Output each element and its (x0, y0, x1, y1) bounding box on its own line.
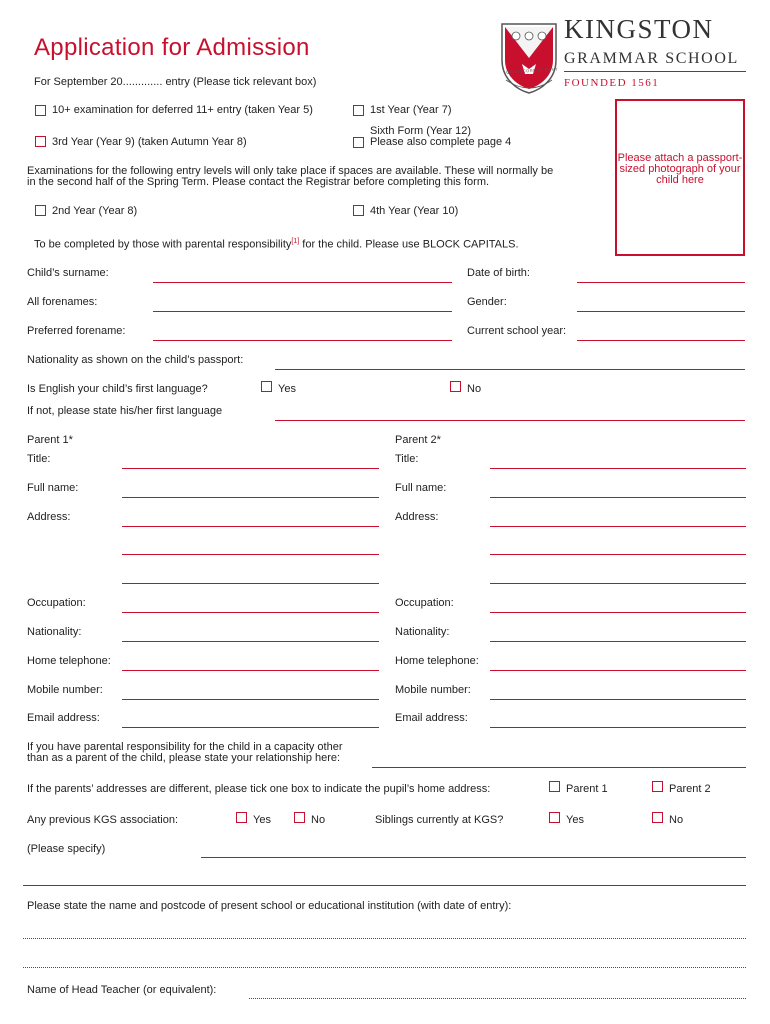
parent2-email-field[interactable] (490, 727, 746, 728)
option-year9-label: 3rd Year (Year 9) (taken Autumn Year 8) (52, 136, 247, 148)
option-year7-label: 1st Year (Year 7) (370, 104, 452, 116)
kgs-yes-label: Yes (253, 814, 271, 826)
parent1-email-field[interactable] (122, 727, 379, 728)
english-yes-checkbox[interactable] (261, 381, 272, 392)
parent1-title-label: Title: (27, 453, 51, 465)
parent1-occupation-label: Occupation: (27, 597, 86, 609)
home-parent2-label: Parent 2 (669, 783, 711, 795)
footnote-ref[interactable]: [1] (291, 238, 300, 245)
parental-note-text: To be completed by those with parental responsibility (34, 238, 292, 251)
kgs-yes-checkbox[interactable] (236, 812, 247, 823)
specify-field-2[interactable] (23, 885, 746, 886)
exam-note-line2: in the second half of the Spring Term. Please contact the Registrar before completing this form. (27, 176, 490, 188)
checkbox-sixth-form[interactable] (353, 137, 364, 148)
parent1-fullname-field[interactable] (122, 497, 379, 498)
parent1-nationality-field[interactable] (122, 641, 379, 642)
parent1-address-field-2[interactable] (122, 554, 379, 555)
gender-label: Gender: (467, 296, 507, 308)
parent1-hometel-field[interactable] (122, 670, 379, 671)
siblings-no-checkbox[interactable] (652, 812, 663, 823)
checkbox-year7[interactable] (353, 105, 364, 116)
parent2-hometel-label: Home telephone: (395, 655, 479, 667)
home-parent1-checkbox[interactable] (549, 781, 560, 792)
header-divider (564, 71, 746, 72)
parent2-title-field[interactable] (490, 468, 746, 469)
parent1-address-field-3[interactable] (122, 583, 379, 584)
parent1-nationality-label: Nationality: (27, 626, 82, 638)
present-school-label: Please state the name and postcode of present school or educational institution (with date of entry): (27, 900, 512, 912)
child-surname-label: Child’s surname: (27, 267, 109, 279)
siblings-label: Siblings currently at KGS? (375, 814, 504, 826)
parent1-mobile-label: Mobile number: (27, 684, 103, 696)
option-year10-label: 4th Year (Year 10) (370, 205, 459, 217)
capacity-field[interactable] (372, 767, 746, 768)
parental-note-text-2: for the child. Please use BLOCK CAPITALS. (299, 238, 519, 251)
parent2-address-label: Address: (395, 511, 439, 523)
option-sixth-form-note: Please also complete page 4 (370, 136, 512, 148)
head-teacher-label: Name of Head Teacher (or equivalent): (27, 984, 217, 996)
parent2-heading: Parent 2* (395, 434, 441, 446)
please-specify-label: (Please specify) (27, 843, 106, 855)
capacity-label-line1: If you have parental responsibility for the child in a capacity other (27, 741, 343, 753)
head-teacher-field[interactable] (249, 998, 746, 999)
english-no-label: No (467, 383, 482, 395)
english-question-label: Is English your child’s first language? (27, 383, 208, 395)
forenames-label: All forenames: (27, 296, 98, 308)
first-language-field[interactable] (275, 420, 745, 421)
crest-motto: QUI ENCORE AT CENT (505, 66, 559, 75)
school-name-grammar: GRAMMAR SCHOOL (564, 50, 739, 67)
parent1-mobile-field[interactable] (122, 699, 379, 700)
preferred-forename-label: Preferred forename: (27, 325, 126, 337)
parental-note (34, 238, 519, 251)
school-year-label: Current school year: (467, 325, 567, 337)
parent2-fullname-field[interactable] (490, 497, 746, 498)
school-crest-logo (500, 22, 558, 94)
nationality-label: Nationality as shown on the child’s passport: (27, 354, 244, 366)
kgs-no-checkbox[interactable] (294, 812, 305, 823)
parent1-address-field-1[interactable] (122, 526, 379, 527)
present-school-field-2[interactable] (23, 967, 746, 968)
capacity-label-line2: than as a parent of the child, please state your relationship here: (27, 752, 341, 764)
parent2-occupation-label: Occupation: (395, 597, 454, 609)
parent2-email-label: Email address: (395, 712, 468, 724)
school-year-field[interactable] (577, 340, 745, 341)
siblings-yes-label: Yes (566, 814, 584, 826)
page-title: Application for Admission (34, 34, 310, 61)
kgs-association-label: Any previous KGS association: (27, 814, 179, 826)
entry-intro: For September 20............. entry (Please tick relevant box) (34, 76, 317, 88)
child-surname-field[interactable] (153, 282, 452, 283)
home-parent1-label: Parent 1 (566, 783, 608, 795)
school-name-kingston: KINGSTON (564, 14, 714, 44)
english-no-checkbox[interactable] (450, 381, 461, 392)
parent2-mobile-field[interactable] (490, 699, 746, 700)
checkbox-year9[interactable] (35, 136, 46, 147)
dob-label: Date of birth: (467, 267, 530, 279)
parent2-address-field-3[interactable] (490, 583, 746, 584)
parent2-hometel-field[interactable] (490, 670, 746, 671)
present-school-field-1[interactable] (23, 938, 746, 939)
english-yes-label: Yes (278, 383, 296, 395)
nationality-field[interactable] (275, 369, 745, 370)
option-year8-label: 2nd Year (Year 8) (52, 205, 138, 217)
parent2-address-field-1[interactable] (490, 526, 746, 527)
photo-instructions: Please attach a passport-sized photograph of your child here (617, 152, 743, 186)
parent1-hometel-label: Home telephone: (27, 655, 111, 667)
parent2-fullname-label: Full name: (395, 482, 447, 494)
parent1-title-field[interactable] (122, 468, 379, 469)
parent2-address-field-2[interactable] (490, 554, 746, 555)
checkbox-year10[interactable] (353, 205, 364, 216)
home-parent2-checkbox[interactable] (652, 781, 663, 792)
parent1-heading: Parent 1* (27, 434, 73, 446)
checkbox-year8[interactable] (35, 205, 46, 216)
parent2-title-label: Title: (395, 453, 419, 465)
parent1-address-label: Address: (27, 511, 71, 523)
first-language-label: If not, please state his/her first language (27, 405, 223, 417)
parent1-fullname-label: Full name: (27, 482, 79, 494)
siblings-yes-checkbox[interactable] (549, 812, 560, 823)
option-sixth-form-label: Sixth Form (Year 12) (370, 125, 472, 137)
parent1-email-label: Email address: (27, 712, 100, 724)
forenames-field[interactable] (153, 311, 452, 312)
parent1-occupation-field[interactable] (122, 612, 379, 613)
founded-text: FOUNDED 1561 (564, 77, 660, 89)
preferred-forename-field[interactable] (153, 340, 452, 341)
parent2-mobile-label: Mobile number: (395, 684, 471, 696)
option-10plus-label: 10+ examination for deferred 11+ entry (taken Year 5) (52, 104, 313, 116)
dob-field[interactable] (577, 282, 745, 283)
siblings-no-label: No (669, 814, 684, 826)
photo-box[interactable] (615, 99, 745, 256)
kgs-no-label: No (311, 814, 326, 826)
parent2-occupation-field[interactable] (490, 612, 746, 613)
home-address-question: If the parents’ addresses are different, please tick one box to indicate the pupil’s home address: (27, 783, 491, 795)
parent2-nationality-field[interactable] (490, 641, 746, 642)
exam-note-line1: Examinations for the following entry levels will only take place if spaces are available. These will normally be (27, 165, 554, 177)
gender-field[interactable] (577, 311, 745, 312)
parent2-nationality-label: Nationality: (395, 626, 450, 638)
checkbox-10plus[interactable] (35, 105, 46, 116)
specify-field-1[interactable] (201, 857, 746, 858)
